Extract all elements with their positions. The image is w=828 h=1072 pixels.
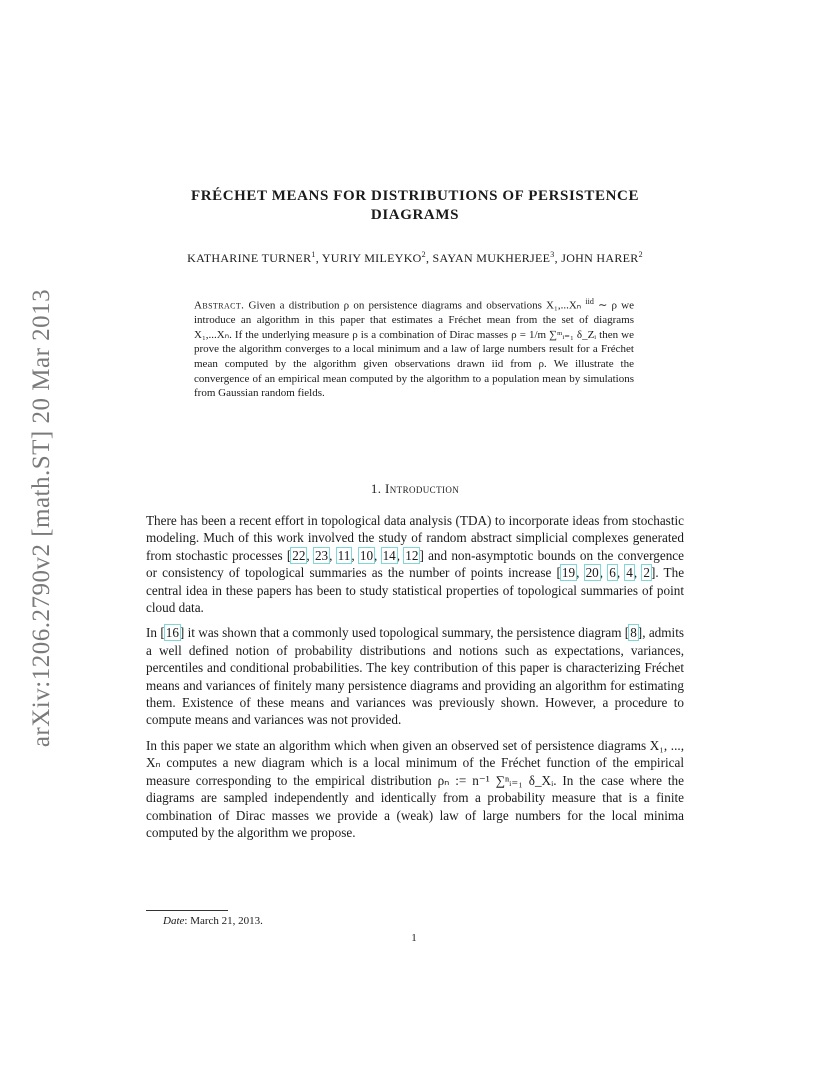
section-heading [140,481,690,497]
paragraph-text: In [146,625,161,641]
paragraph-1: There has been a recent effort in topological data analysis (TDA) to incorporate ideas from stochastic modeling. Much of this work involved the study of random abstract simplicial complexes generated from stochastic processes [22, 23, 11, 10, 14, 12] and non-asymptotic bounds on the convergence or consistency of topological summaries as the number of points increase [19, 20, 6, 4, 2]. The central idea in these papers has been to study statistical properties of topological summaries of point cloud data. [146,513,685,616]
author-name: JOHN HARER [561,251,639,265]
citation-link[interactable]: 10 [359,547,374,563]
author-name: KATHARINE TURNER [187,251,312,265]
footnote-label: Date [163,915,185,927]
paper-title [140,187,690,225]
title-line-2: DIAGRAMS [370,207,460,223]
author-name: YURIY MILEYKO [321,251,422,265]
paragraph-text: it was shown that a commonly used topological summary, the persistence diagram [184,625,625,641]
footnote-date [163,915,263,927]
section-title: Introduction [385,481,460,496]
abstract [194,295,634,401]
abstract-iid-mark: iid [585,297,594,306]
author-name: SAYAN MUKHERJEE [432,251,551,265]
citation-link[interactable]: 8 [630,625,637,641]
arxiv-side-stamp [12,268,72,768]
citation-link[interactable]: 4 [626,565,633,581]
author-affiliation: 2 [638,250,643,259]
paragraph-2: In [16] it was shown that a commonly used topological summary, the persistence diagram [8], admits a well defined notion of probability distributions and notions such as expectations, variances, percentiles and conditional probabilities. The key contribution of this paper is characterizing Fréchet means and variances of finitely many persistence diagrams and providing an algorithm for estimating them. Existence of these means and variances was previously shown. However, a procedure to compute means and variances was not provided. [146,625,684,728]
author-affiliation: 2 [421,250,426,259]
citation-link[interactable]: 22 [292,547,306,563]
title-line-1: FRÉCHET MEANS FOR DISTRIBUTIONS OF PERSISTENCE [190,188,640,204]
abstract-text-2: ∼ ρ we introduce an algorithm in this paper that estimates a Fréchet mean from the set of diagrams X₁,...Xₙ. If the underlying measure ρ is a combination of Dirac masses ρ = [194,299,635,341]
citation-link[interactable]: 14 [382,547,396,563]
author-affiliation: 1 [311,250,316,259]
paragraph-text: , admits a well defined notion of probability distributions and notions such as expectations, variances, percentiles and conditional probabilities. The key contribution of this paper is characterizing Fréchet means and variances of finitely many persistence diagrams and providing an algorithm for estimating them. Existence of these means and variances was previously shown. However, a procedure to compute means and variances was not provided. [146,625,684,728]
citation-link[interactable]: 23 [314,547,329,563]
author-list: KATHARINE TURNER$^1$, YURIY MILEYKO$^2$, SAYAN MUKHERJEE$^3$, JOHN HARER$^2$ [187,250,643,265]
footnote-rule [146,910,228,911]
citation-link[interactable]: 20 [585,565,599,581]
page-number: 1 [411,932,417,944]
paragraph-text: There has been a recent effort in topological data analysis (TDA) to incorporate ideas from stochastic modeling. Much of this work involved the study of random abstract simplicial complexes generated from stochastic processes [146,513,684,563]
arxiv-identifier: arXiv:1206.2790v2 [math.ST] 20 Mar 2013 [28,288,55,748]
section-number: 1. [370,481,382,496]
abstract-text-3: then we prove the algorithm converges to a local minimum and a law of large numbers result for a Fréchet mean computed by the algorithm given observations drawn iid from ρ. We illustrate the convergence of an empirical mean computed by the algorithm to a population mean by simulations from Gaussian random fields. [194,328,634,400]
citation-link[interactable]: 16 [165,625,179,641]
paragraph-text: and non-asymptotic bounds on the convergence or consistency of topological summaries as the number of points increase [146,547,685,581]
abstract-label: Abstract. [194,299,245,312]
abstract-text-1: Given a distribution ρ on persistence diagrams and observations X₁,...Xₙ [248,299,582,312]
paragraph-text: . The central idea in these papers has been to study statistical properties of topological summaries of point cloud data. [146,565,685,616]
citation-link[interactable]: 11 [337,547,351,563]
paragraph-text: In this paper we state an algorithm which when given an observed set of persistence diagrams X₁, ..., Xₙ computes a new diagram which is a local minimum of the Fréchet function of the empirical measure corresponding to the empirical distribution ρₙ := n⁻¹ ∑ⁿᵢ₌₁ δ_Xᵢ. In the case where the diagrams are sampled independently and identically from a probability measure that is a finite combination of Dirac masses we provide a (weak) law of large numbers for the local minima computed by the algorithm we propose. [146,737,684,840]
body-text [146,512,684,849]
citation-link[interactable]: 12 [405,547,419,563]
citation-link[interactable]: 6 [609,565,616,581]
abstract-formula: 1/m ∑ᵐᵢ₌₁ δ_Zᵢ [528,328,597,341]
footnote-text: : March 21, 2013. [184,915,263,927]
author-affiliation: 3 [550,250,555,259]
paragraph-3 [146,737,684,841]
citation-link[interactable]: 2 [643,565,650,581]
citation-link[interactable]: 19 [561,565,576,581]
